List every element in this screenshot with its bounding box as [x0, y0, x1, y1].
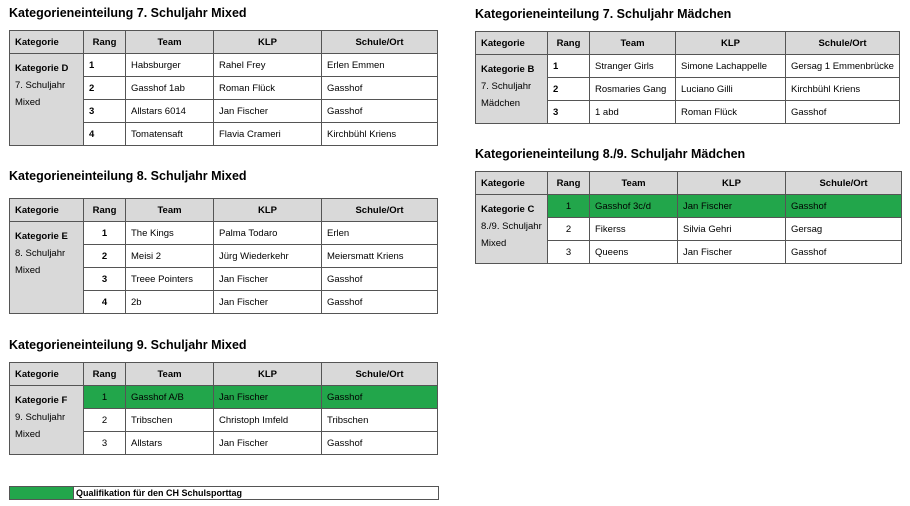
category-group: Mixed	[481, 238, 507, 249]
school-cell: Tribschen	[322, 409, 438, 432]
team-cell: Allstars 6014	[126, 100, 214, 123]
school-cell: Gasshof	[322, 291, 438, 314]
header-rang: Rang	[548, 172, 590, 195]
table-header	[10, 31, 438, 54]
header-klp: KLP	[678, 172, 786, 195]
school-cell: Gasshof	[322, 432, 438, 455]
team-cell: 2b	[126, 291, 214, 314]
school-cell: Gasshof	[322, 268, 438, 291]
legend	[9, 486, 439, 500]
rank-cell: 2	[84, 245, 126, 268]
category-name: Kategorie B	[481, 64, 535, 75]
category-group: Mädchen	[481, 98, 521, 109]
header-schule: Schule/Ort	[322, 199, 438, 222]
rank-cell: 3	[84, 268, 126, 291]
klp-cell: Luciano Gilli	[676, 78, 786, 101]
school-cell: Gersag 1 Emmenbrücke	[786, 55, 900, 78]
rank-cell: 1	[84, 386, 126, 409]
table-row-qualified	[10, 386, 438, 409]
team-cell: Queens	[590, 241, 678, 264]
category-cell	[10, 386, 84, 455]
school-cell: Meiersmatt Kriens	[322, 245, 438, 268]
category-cell	[476, 55, 548, 124]
team-cell: Stranger Girls	[590, 55, 676, 78]
klp-cell: Jan Fischer	[678, 195, 786, 218]
section-title: Kategorieneinteilung 7. Schuljahr Mixed	[9, 6, 247, 20]
legend-label: Qualifikation für den CH Schulsporttag	[76, 488, 243, 498]
team-cell: The Kings	[126, 222, 214, 245]
header-kategorie: Kategorie	[476, 32, 548, 55]
rank-cell: 3	[84, 432, 126, 455]
table-row-qualified	[476, 195, 902, 218]
category-cell	[10, 54, 84, 146]
header-team: Team	[126, 31, 214, 54]
category-year: 8./9. Schuljahr	[481, 221, 542, 232]
section-title: Kategorieneinteilung 7. Schuljahr Mädchen	[475, 7, 732, 21]
rank-cell: 3	[84, 100, 126, 123]
school-cell: Gasshof	[786, 241, 902, 264]
header-schule: Schule/Ort	[322, 363, 438, 386]
school-cell: Gasshof	[786, 101, 900, 124]
team-cell: Allstars	[126, 432, 214, 455]
klp-cell: Rahel Frey	[214, 54, 322, 77]
klp-cell: Simone Lachappelle	[676, 55, 786, 78]
header-kategorie: Kategorie	[10, 31, 84, 54]
school-cell: Kirchbühl Kriens	[322, 123, 438, 146]
category-name: Kategorie F	[15, 395, 68, 406]
header-schule: Schule/Ort	[786, 32, 900, 55]
header-kategorie: Kategorie	[10, 199, 84, 222]
header-rang: Rang	[548, 32, 590, 55]
category-year: 9. Schuljahr	[15, 412, 66, 423]
header-klp: KLP	[214, 31, 322, 54]
klp-cell: Jan Fischer	[214, 291, 322, 314]
school-cell: Gersag	[786, 218, 902, 241]
klp-cell: Jan Fischer	[214, 268, 322, 291]
team-cell: Meisi 2	[126, 245, 214, 268]
category-name: Kategorie D	[15, 63, 69, 74]
header-kategorie: Kategorie	[476, 172, 548, 195]
rank-cell: 2	[84, 409, 126, 432]
klp-cell: Silvia Gehri	[678, 218, 786, 241]
header-klp: KLP	[214, 363, 322, 386]
header-team: Team	[590, 172, 678, 195]
header-rang: Rang	[84, 363, 126, 386]
legend-swatch	[10, 487, 74, 499]
school-cell: Erlen Emmen	[322, 54, 438, 77]
team-cell: Gasshof A/B	[126, 386, 214, 409]
rank-cell: 2	[548, 78, 590, 101]
table-header	[10, 199, 438, 222]
team-cell: Gasshof 1ab	[126, 77, 214, 100]
table-header	[10, 363, 438, 386]
rank-cell: 2	[548, 218, 590, 241]
header-schule: Schule/Ort	[786, 172, 902, 195]
category-table-f	[9, 362, 438, 455]
team-cell: Tomatensaft	[126, 123, 214, 146]
rank-cell: 2	[84, 77, 126, 100]
header-team: Team	[590, 32, 676, 55]
klp-cell: Flavia Crameri	[214, 123, 322, 146]
school-cell: Gasshof	[786, 195, 902, 218]
rank-cell: 4	[84, 291, 126, 314]
table-row	[476, 55, 900, 78]
school-cell: Erlen	[322, 222, 438, 245]
section-title: Kategorieneinteilung 8. Schuljahr Mixed	[9, 169, 247, 183]
team-cell: Treee Pointers	[126, 268, 214, 291]
category-year: 7. Schuljahr	[481, 81, 532, 92]
category-group: Mixed	[15, 265, 41, 276]
klp-cell: Palma Todaro	[214, 222, 322, 245]
klp-cell: Jan Fischer	[214, 386, 322, 409]
section-title: Kategorieneinteilung 8./9. Schuljahr Mädchen	[475, 147, 746, 161]
category-group: Mixed	[15, 429, 41, 440]
header-klp: KLP	[214, 199, 322, 222]
category-table-e	[9, 198, 438, 314]
school-cell: Gasshof	[322, 77, 438, 100]
header-kategorie: Kategorie	[10, 363, 84, 386]
rank-cell: 1	[548, 55, 590, 78]
rank-cell: 3	[548, 241, 590, 264]
header-schule: Schule/Ort	[322, 31, 438, 54]
school-cell: Kirchbühl Kriens	[786, 78, 900, 101]
klp-cell: Jan Fischer	[214, 432, 322, 455]
category-year: 7. Schuljahr	[15, 80, 66, 91]
rank-cell: 3	[548, 101, 590, 124]
team-cell: 1 abd	[590, 101, 676, 124]
rank-cell: 4	[84, 123, 126, 146]
klp-cell: Jan Fischer	[214, 100, 322, 123]
category-cell	[10, 222, 84, 314]
category-name: Kategorie E	[15, 231, 68, 242]
team-cell: Tribschen	[126, 409, 214, 432]
klp-cell: Roman Flück	[214, 77, 322, 100]
team-cell: Rosmaries Gang	[590, 78, 676, 101]
category-group: Mixed	[15, 97, 41, 108]
table-header	[476, 172, 902, 195]
school-cell: Gasshof	[322, 386, 438, 409]
school-cell: Gasshof	[322, 100, 438, 123]
header-klp: KLP	[676, 32, 786, 55]
team-cell: Habsburger	[126, 54, 214, 77]
category-name: Kategorie C	[481, 204, 535, 215]
table-header	[476, 32, 900, 55]
team-cell: Gasshof 3c/d	[590, 195, 678, 218]
category-table-b	[475, 31, 900, 124]
klp-cell: Jürg Wiederkehr	[214, 245, 322, 268]
category-cell	[476, 195, 548, 264]
rank-cell: 1	[84, 54, 126, 77]
header-rang: Rang	[84, 199, 126, 222]
header-team: Team	[126, 363, 214, 386]
header-team: Team	[126, 199, 214, 222]
klp-cell: Jan Fischer	[678, 241, 786, 264]
category-year: 8. Schuljahr	[15, 248, 66, 259]
team-cell: Fikerss	[590, 218, 678, 241]
category-table-c	[475, 171, 902, 264]
header-rang: Rang	[84, 31, 126, 54]
klp-cell: Roman Flück	[676, 101, 786, 124]
klp-cell: Christoph Imfeld	[214, 409, 322, 432]
table-row	[10, 222, 438, 245]
section-title: Kategorieneinteilung 9. Schuljahr Mixed	[9, 338, 247, 352]
rank-cell: 1	[548, 195, 590, 218]
category-table-d	[9, 30, 438, 146]
table-row	[10, 54, 438, 77]
rank-cell: 1	[84, 222, 126, 245]
